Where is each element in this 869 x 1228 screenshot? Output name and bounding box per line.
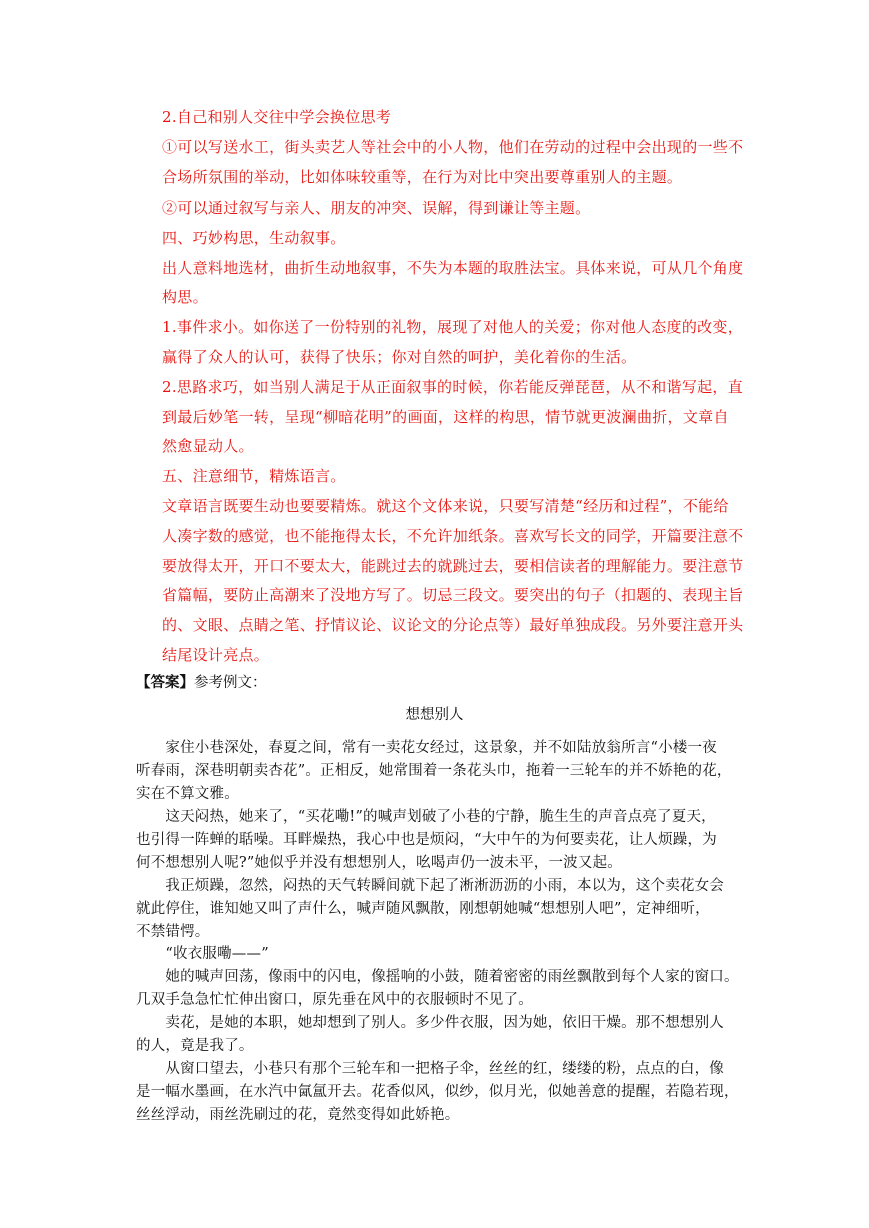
guide-line: 构思。 (162, 288, 208, 306)
essay-line: 她的喊声回荡，像雨中的闪电，像摇响的小鼓，随着密密的雨丝飘散到每个人家的窗口。 (136, 969, 739, 985)
guide-line: 赢得了众人的认可，获得了快乐；你对自然的呵护，美化着你的生活。 (162, 348, 637, 366)
essay-line: 卖花，是她的本职，她却想到了别人。多少件衣服，因为她，依旧干燥。那不想想别人 (136, 1015, 724, 1031)
essay-title: 想想别人 (405, 707, 464, 723)
guide-line: 到最后妙笔一转，呈现“柳暗花明”的画面，这样的构思，情节就更波澜曲折，文章自 (162, 408, 729, 426)
answer-line (136, 671, 267, 692)
essay-line: 从窗口望去，小巷只有那个三轮车和一把格子伞，丝丝的红，缕缕的粉，点点的白，像 (136, 1061, 724, 1077)
guide-line: 然愈显动人。 (162, 437, 254, 455)
guide-line: 的、文眼、点睛之笔、抒情议论、议论文的分论点等）最好单独成段。另外要注意开头 (162, 616, 744, 634)
essay-line: 就此停住，谁知她又叫了声什么，喊声随风飘散，刚想朝她喊“想想别人吧”，定神细听， (136, 901, 710, 917)
guide-line: 结尾设计亮点。 (162, 646, 270, 664)
essay-line: 几双手急急忙忙伸出窗口，原先垂在风中的衣服顿时不见了。 (136, 992, 533, 1008)
guide-line: ①可以写送水工，街头卖艺人等社会中的小人物，他们在劳动的过程中会出现的一些不 (162, 138, 744, 156)
essay-line: 听春雨，深巷明朝卖杏花”。正相反，她常围着一条花头巾，拖着一三轮车的并不娇艳的花， (136, 763, 732, 779)
guide-line: 出人意料地选材，曲折生动地叙事，不失为本题的取胜法宝。具体来说，可从几个角度 (162, 259, 744, 277)
guide-heading: 四、巧妙构思，生动叙事。 (162, 229, 346, 247)
guide-heading: 五、注意细节，精炼语言。 (162, 467, 346, 485)
guide-line: 1.事件求小。如你送了一份特别的礼物，展现了对他人的关爱；你对他人态度的改变， (162, 318, 744, 336)
essay-line: 实在不算文雅。 (136, 786, 239, 802)
guide-line: 2.思路求巧，如当别人满足于从正面叙事的时候，你若能反弹琵琶，从不和谐写起，直 (162, 378, 744, 396)
essay-line: 丝丝浮动，雨丝洗刷过的花，竟然变得如此娇艳。 (136, 1107, 460, 1123)
answer-label: 【答案】 (136, 674, 194, 691)
guide-line: 文章语言既要生动也要要精炼。就这个文体来说，只要写清楚“经历和过程”，不能给 (162, 497, 729, 515)
guide-line: 要放得太开，开口不要太大，能跳过去的就跳过去，要相信读者的理解能力。要注意节 (162, 557, 744, 575)
essay-line: 不禁错愕。 (136, 924, 210, 940)
answer-text: 参考例文： (194, 675, 267, 691)
essay-line: 我正烦躁，忽然，闷热的天气转瞬间就下起了淅淅沥沥的小雨，本以为，这个卖花女会 (136, 878, 724, 894)
essay-line: 的人，竟是我了。 (136, 1038, 254, 1054)
guide-line: ②可以通过叙写与亲人、朋友的冲突、误解，得到谦让等主题。 (162, 199, 591, 217)
essay-line: 何不想想别人呢?”她似乎并没有想想别人，吆喝声仍一波未平，一波又起。 (136, 855, 622, 871)
essay-line: “收衣服嘞——” (136, 946, 269, 962)
guide-line: 合场所氛围的举动，比如体味较重等，在行为对比中突出要尊重别人的主题。 (162, 168, 683, 186)
guide-line: 人凑字数的感觉，也不能拖得太长，不允许加纸条。喜欢写长文的同学，开篇要注意不 (162, 527, 744, 545)
guide-line: 省篇幅，要防止高潮来了没地方写了。切忌三段文。要突出的句子（扣题的、表现主旨 (162, 586, 744, 604)
guide-line: 2.自己和别人交往中学会换位思考 (162, 108, 392, 126)
essay-line: 这天闷热，她来了，“买花嘞!”的喊声划破了小巷的宁静，脆生生的声音点亮了夏天， (136, 809, 716, 825)
essay-line: 是一幅水墨画，在水汽中氤氲开去。花香似风，似纱，似月光，似她善意的提醒，若隐若现， (136, 1084, 739, 1100)
essay-line: 也引得一阵蝉的聒噪。耳畔燥热，我心中也是烦闷，“大中午的为何要卖花，让人烦躁，为 (136, 832, 717, 848)
essay-line: 家住小巷深处，春夏之间，常有一卖花女经过，这景象，并不如陆放翁所言“小楼一夜 (136, 740, 717, 756)
